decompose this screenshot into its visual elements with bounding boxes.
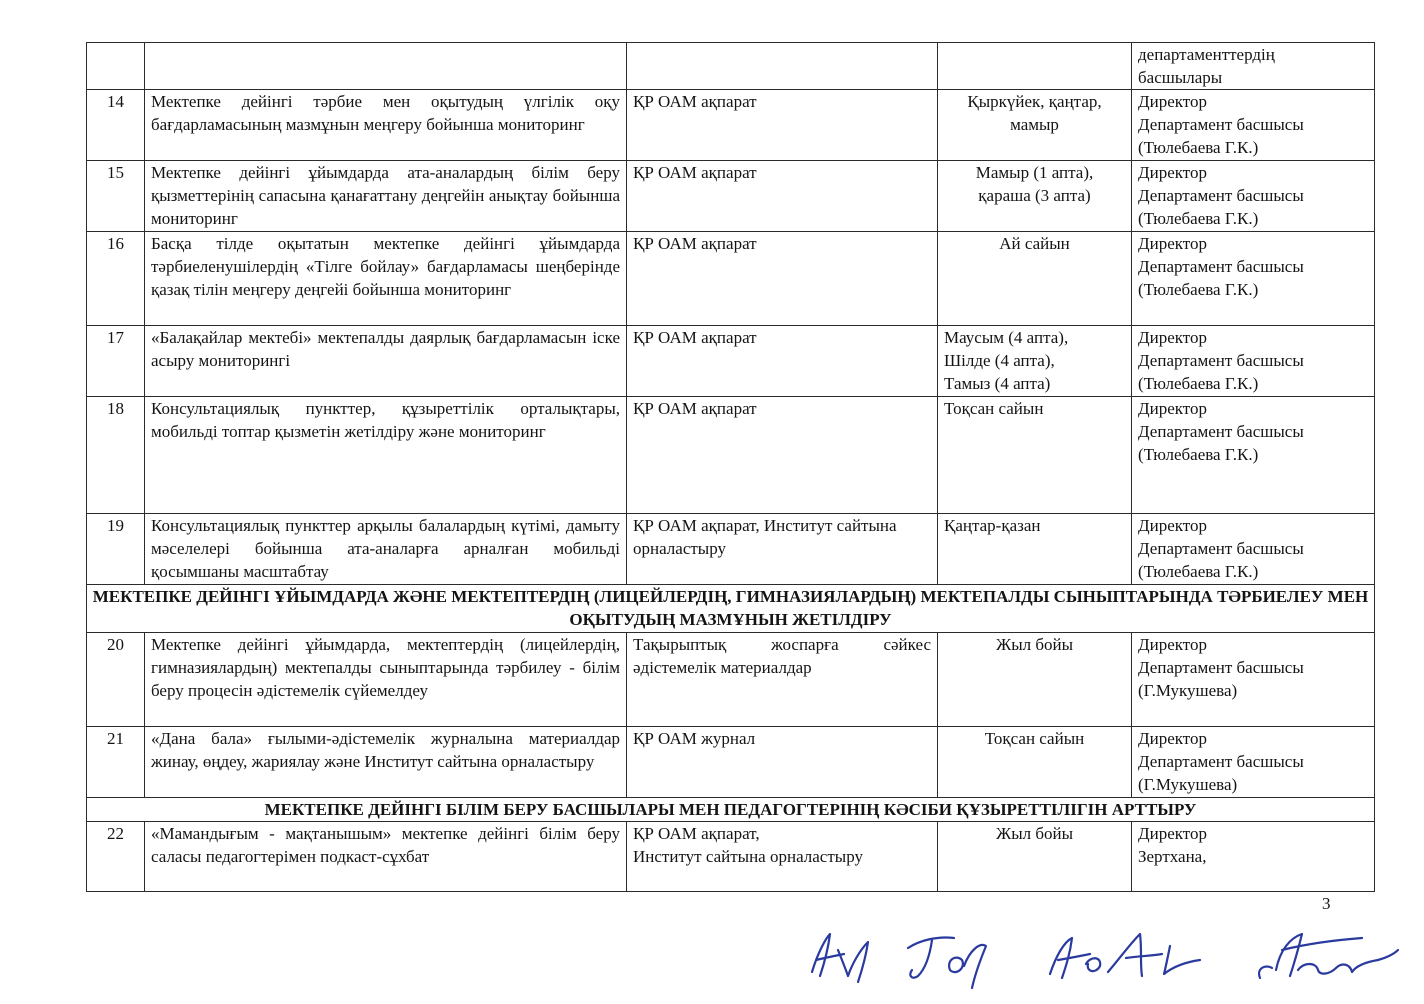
responsible-line: департаменттердің bbox=[1138, 45, 1275, 64]
period-line: Тоқсан сайын bbox=[984, 729, 1085, 748]
responsible-line: (Г.Мукушева) bbox=[1138, 775, 1238, 794]
num-cell: 21 bbox=[87, 727, 145, 798]
period-cell bbox=[938, 514, 1132, 585]
name-cell: Консультациялық пункттер арқылы балалардың күтімі, дамыту мәселелері бойынша ата-аналарға арналған мобильді қосымшаны масштабтау bbox=[145, 514, 627, 585]
form-cell: ҚР ОАМ ақпарат bbox=[627, 90, 938, 161]
form-cell: ҚР ОАМ ақпарат bbox=[627, 397, 938, 514]
period-line: Маусым (4 апта), bbox=[944, 328, 1069, 347]
responsible-cell bbox=[1132, 326, 1375, 397]
responsible-line: басшылары bbox=[1138, 68, 1223, 87]
responsible-line: (Тюлебаева Г.К.) bbox=[1138, 374, 1259, 393]
num-cell: 16 bbox=[87, 232, 145, 326]
signature-stroke bbox=[812, 934, 868, 982]
responsible-line: Департамент басшысы bbox=[1138, 752, 1304, 771]
period-line: Тамыз (4 апта) bbox=[944, 374, 1051, 393]
section-row bbox=[87, 798, 1375, 822]
form-cell bbox=[627, 822, 938, 892]
num-cell bbox=[87, 43, 145, 90]
responsible-line: Департамент басшысы bbox=[1138, 658, 1304, 677]
signature-stroke bbox=[1050, 934, 1200, 978]
responsible-cell bbox=[1132, 727, 1375, 798]
responsible-cell bbox=[1132, 161, 1375, 232]
form-cell: ҚР ОАМ ақпарат bbox=[627, 326, 938, 397]
signature-stroke bbox=[1259, 934, 1398, 978]
responsible-cell bbox=[1132, 822, 1375, 892]
section-row bbox=[87, 585, 1375, 633]
responsible-line: (Г.Мукушева) bbox=[1138, 681, 1238, 700]
name-cell: Мектепке дейінгі ұйымдарда, мектептердің (лицейлердің, гимназиялардың) мектепалды сыныптарында тәрбилеу - білім беру процесін әдістемелік сүйемелдеу bbox=[145, 633, 627, 727]
form-cell bbox=[627, 43, 938, 90]
form-cell: ҚР ОАМ журнал bbox=[627, 727, 938, 798]
responsible-line: Директор bbox=[1138, 516, 1207, 535]
responsible-line: (Тюлебаева Г.К.) bbox=[1138, 209, 1259, 228]
period-cell bbox=[938, 161, 1132, 232]
name-cell: Басқа тілде оқытатын мектепке дейінгі ұйымдарда тәрбиеленушілердің «Тілге бойлау» бағдарламасы шеңберінде қазақ тілін меңгеру деңгейі бойынша мониторинг bbox=[145, 232, 627, 326]
responsible-line: (Тюлебаева Г.К.) bbox=[1138, 280, 1259, 299]
responsible-line: Департамент басшысы bbox=[1138, 115, 1304, 134]
period-line: Мамыр (1 апта), bbox=[975, 163, 1094, 182]
responsible-line: Департамент басшысы bbox=[1138, 351, 1304, 370]
responsible-line: (Тюлебаева Г.К.) bbox=[1138, 138, 1259, 157]
section-heading: МЕКТЕПКЕ ДЕЙІНГІ ҰЙЫМДАРДА ЖӘНЕ МЕКТЕПТЕРДІҢ (ЛИЦЕЙЛЕРДІҢ, ГИМНАЗИЯЛАРДЫҢ) МЕКТЕПАЛДЫ СЫНЫПТАРЫНДА ТӘРБИЕЛЕУ МЕН ОҚЫТУДЫҢ МАЗМҰНЫН ЖЕТІЛДІРУ bbox=[87, 585, 1375, 633]
responsible-line: Директор bbox=[1138, 399, 1207, 418]
responsible-line: Директор bbox=[1138, 729, 1207, 748]
period-line: қараша (3 апта) bbox=[978, 186, 1091, 205]
name-cell: Консультациялық пункттер, құзыреттілік орталықтары, мобильді топтар қызметін жетілдіру және мониторинг bbox=[145, 397, 627, 514]
period-cell bbox=[938, 727, 1132, 798]
name-cell: Мектепке дейінгі ұйымдарда ата-аналардың білім беру қызметтерінің сапасына қанағаттану деңгейін анықтау бойынша мониторинг bbox=[145, 161, 627, 232]
period-line: Қаңтар-қазан bbox=[944, 516, 1041, 535]
responsible-cell bbox=[1132, 232, 1375, 326]
responsible-cell bbox=[1132, 397, 1375, 514]
responsible-cell bbox=[1132, 633, 1375, 727]
responsible-line: Департамент басшысы bbox=[1138, 257, 1304, 276]
table-row bbox=[87, 633, 1375, 727]
table-row bbox=[87, 161, 1375, 232]
table-row-continuation bbox=[87, 43, 1375, 90]
form-cell: ҚР ОАМ ақпарат, Институт сайтына орналастыру bbox=[627, 514, 938, 585]
period-line: мамыр bbox=[1010, 115, 1059, 134]
responsible-line: Директор bbox=[1138, 234, 1207, 253]
num-cell: 17 bbox=[87, 326, 145, 397]
period-cell bbox=[938, 633, 1132, 727]
section-heading: МЕКТЕПКЕ ДЕЙІНГІ БІЛІМ БЕРУ БАСШЫЛАРЫ МЕН ПЕДАГОГТЕРІНІҢ КӘСІБИ ҚҰЗЫРЕТТІЛІГІН АРТТЫРУ bbox=[87, 798, 1375, 822]
table-row bbox=[87, 397, 1375, 514]
num-cell: 18 bbox=[87, 397, 145, 514]
signature-stroke bbox=[908, 937, 986, 988]
responsible-line: Директор bbox=[1138, 824, 1207, 843]
form-cell: ҚР ОАМ ақпарат bbox=[627, 232, 938, 326]
name-cell: Мектепке дейінгі тәрбие мен оқытудың үлгілік оқу бағдарламасының мазмұнын меңгеру бойынша мониторинг bbox=[145, 90, 627, 161]
period-cell bbox=[938, 822, 1132, 892]
responsible-line: (Тюлебаева Г.К.) bbox=[1138, 562, 1259, 581]
num-cell: 19 bbox=[87, 514, 145, 585]
form-cell: Тақырыптық жоспарға сәйкес әдістемелік материалдар bbox=[627, 633, 938, 727]
period-cell bbox=[938, 43, 1132, 90]
name-cell bbox=[145, 43, 627, 90]
period-line: Ай сайын bbox=[999, 234, 1070, 253]
table-row bbox=[87, 90, 1375, 161]
responsible-line: Директор bbox=[1138, 635, 1207, 654]
table-row bbox=[87, 822, 1375, 892]
responsible-line: Директор bbox=[1138, 328, 1207, 347]
period-line: Жыл бойы bbox=[995, 635, 1074, 654]
responsible-cell bbox=[1132, 90, 1375, 161]
period-cell bbox=[938, 326, 1132, 397]
responsible-line: Департамент басшысы bbox=[1138, 422, 1304, 441]
period-line: Тоқсан сайын bbox=[944, 399, 1044, 418]
page-number: 3 bbox=[1322, 894, 1331, 913]
num-cell: 15 bbox=[87, 161, 145, 232]
responsible-line: (Тюлебаева Г.К.) bbox=[1138, 445, 1259, 464]
responsible-line: Департамент басшысы bbox=[1138, 539, 1304, 558]
table-row bbox=[87, 232, 1375, 326]
responsible-line: Директор bbox=[1138, 92, 1207, 111]
form-cell: ҚР ОАМ ақпарат bbox=[627, 161, 938, 232]
name-cell: «Мамандығым - мақтанышым» мектепке дейінгі білім беру саласы педагогтерімен подкаст-сұхбат bbox=[145, 822, 627, 892]
num-cell: 14 bbox=[87, 90, 145, 161]
responsible-line: Директор bbox=[1138, 163, 1207, 182]
num-cell: 20 bbox=[87, 633, 145, 727]
name-cell: «Балақайлар мектебі» мектепалды даярлық бағдарламасын іске асыру мониторингі bbox=[145, 326, 627, 397]
responsible-line: Зертхана, bbox=[1138, 847, 1207, 866]
responsible-line: Департамент басшысы bbox=[1138, 186, 1304, 205]
plan-table bbox=[86, 42, 1375, 892]
handwritten-signatures bbox=[790, 920, 1400, 998]
responsible-cell bbox=[1132, 43, 1375, 90]
period-cell bbox=[938, 90, 1132, 161]
table-row bbox=[87, 514, 1375, 585]
table-row bbox=[87, 727, 1375, 798]
table-row bbox=[87, 326, 1375, 397]
form-line: Институт сайтына орналастыру bbox=[633, 847, 863, 866]
period-line: Қыркүйек, қаңтар, bbox=[967, 92, 1102, 111]
period-cell bbox=[938, 232, 1132, 326]
period-cell bbox=[938, 397, 1132, 514]
responsible-cell bbox=[1132, 514, 1375, 585]
num-cell: 22 bbox=[87, 822, 145, 892]
form-line: ҚР ОАМ ақпарат, bbox=[633, 824, 760, 843]
period-line: Жыл бойы bbox=[995, 824, 1074, 843]
period-line: Шілде (4 апта), bbox=[944, 351, 1055, 370]
name-cell: «Дана бала» ғылыми-әдістемелік журналына материалдар жинау, өңдеу, жариялау және Институт сайтына орналастыру bbox=[145, 727, 627, 798]
